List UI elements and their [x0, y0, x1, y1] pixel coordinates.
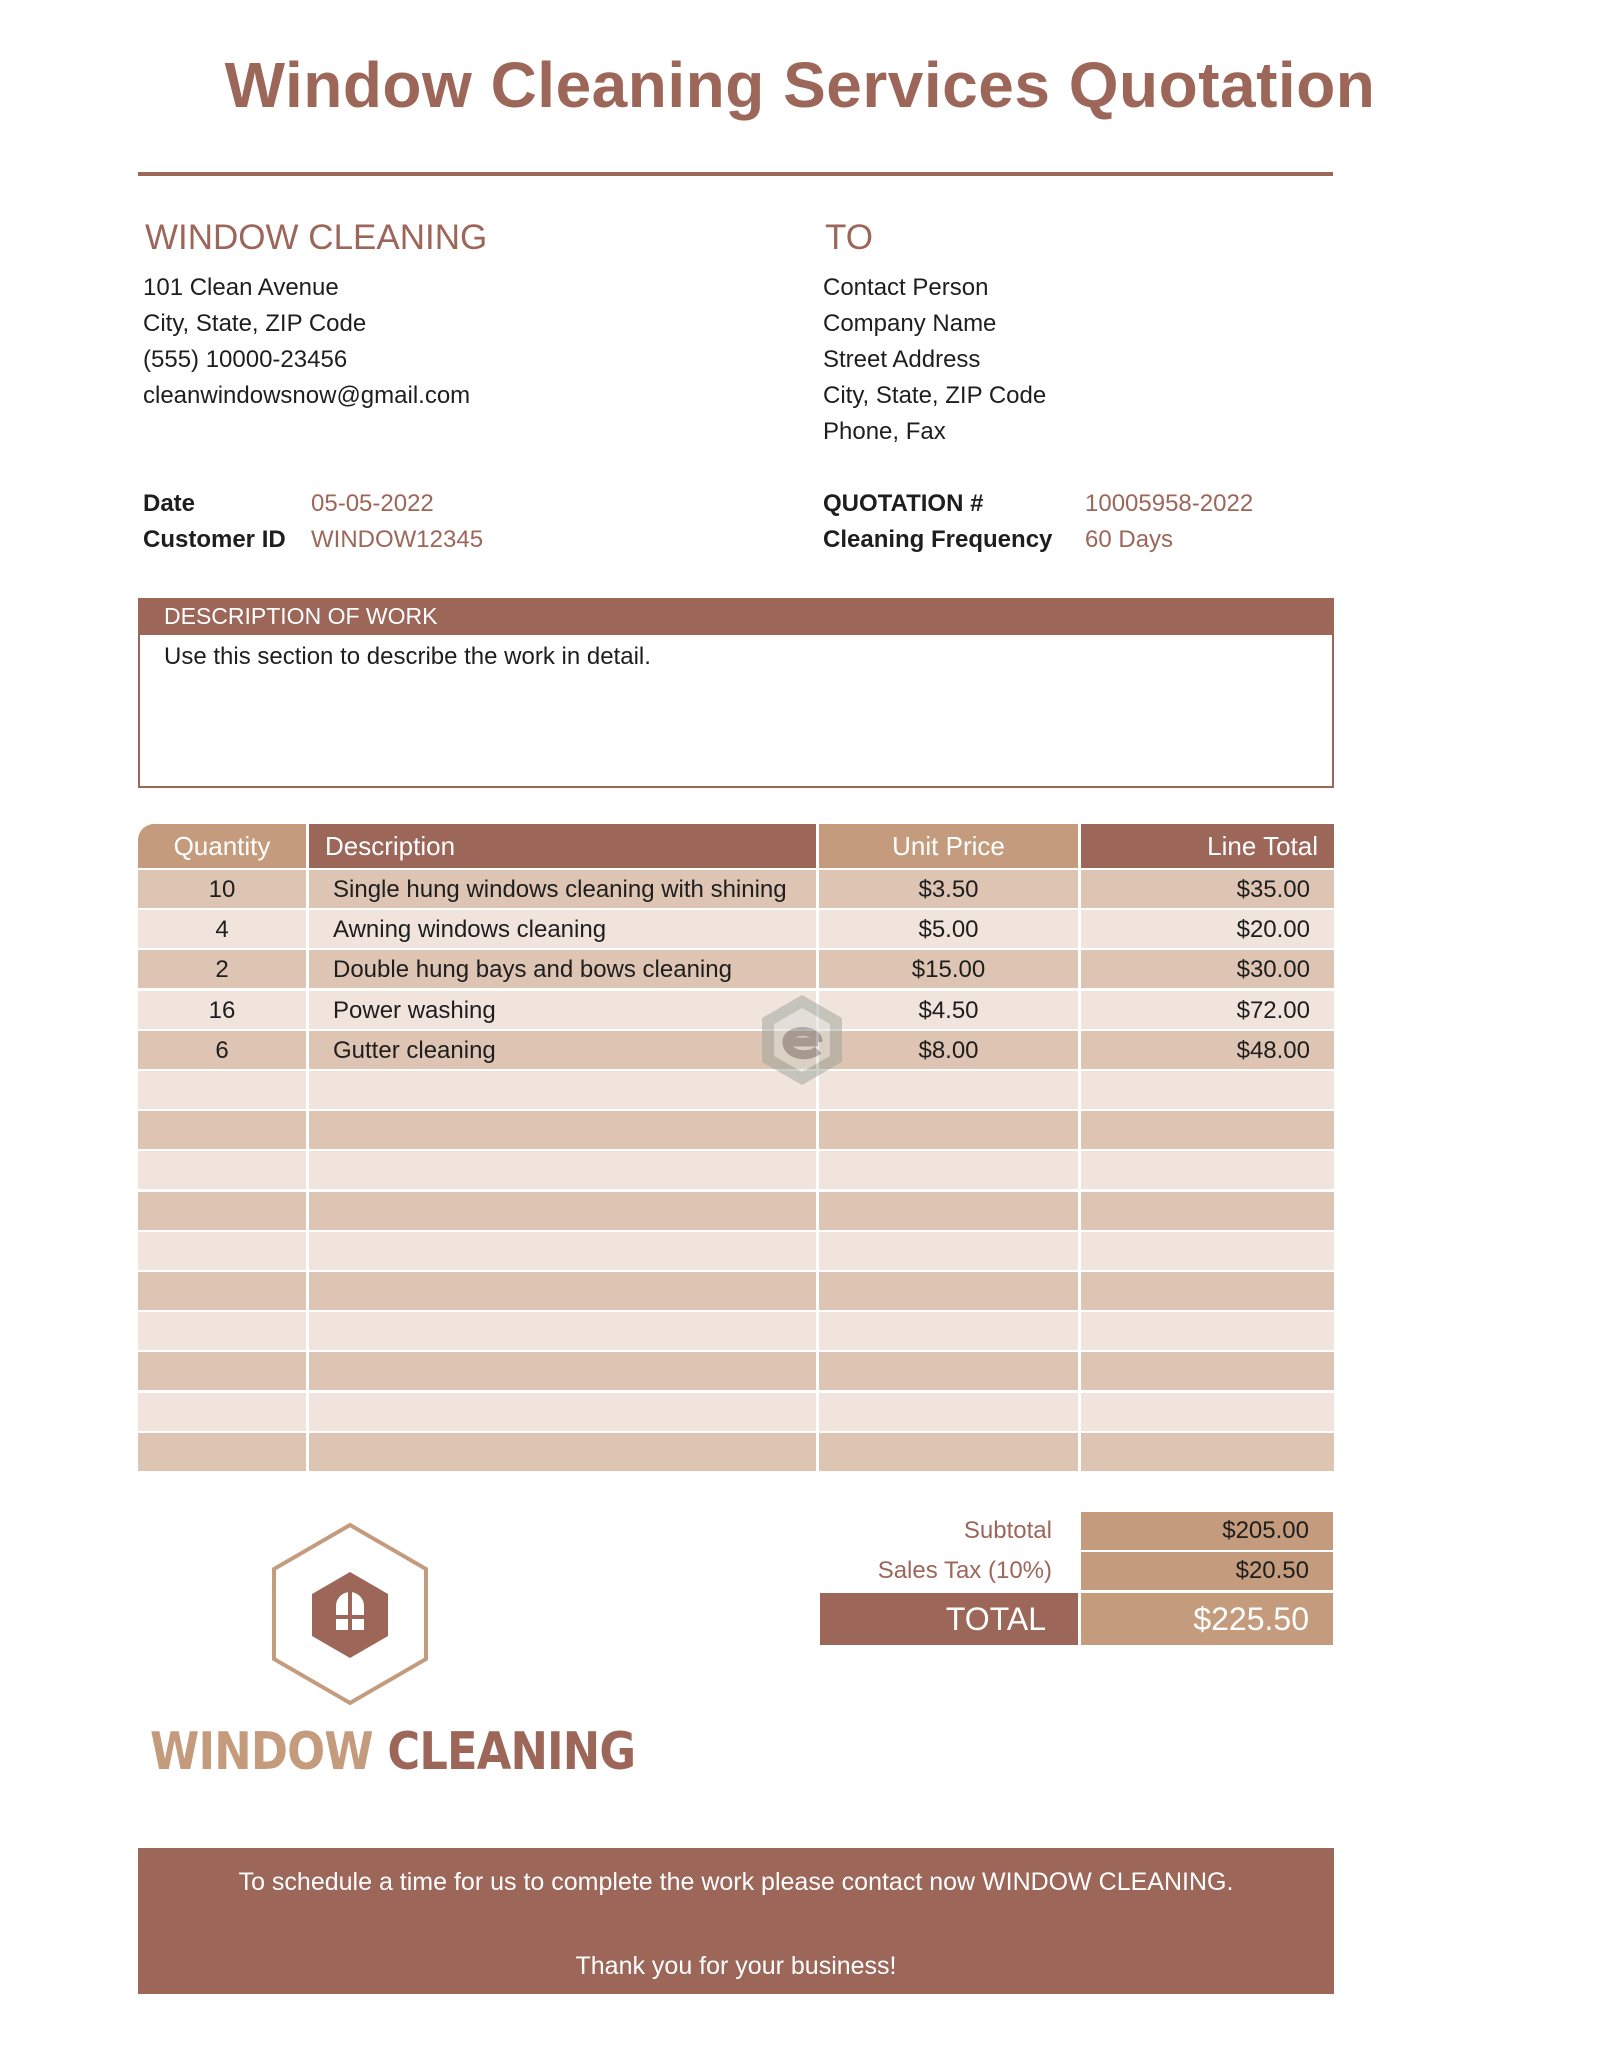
table-row	[138, 1352, 1334, 1392]
quantity-cell	[138, 1393, 306, 1431]
table-row	[138, 1151, 1334, 1191]
title-divider	[138, 172, 1333, 176]
header-quantity: Quantity	[138, 824, 306, 868]
line-total-cell	[1081, 1272, 1334, 1310]
quantity-cell	[138, 1352, 306, 1390]
phone-line: (555) 10000-23456	[143, 346, 348, 373]
unit-price-cell	[819, 1272, 1078, 1310]
quantity-cell	[138, 1272, 306, 1310]
customer-id-value: WINDOW12345	[311, 526, 484, 553]
description-cell	[309, 1312, 816, 1350]
table-row	[138, 1192, 1334, 1232]
recipient-line: Phone, Fax	[823, 418, 946, 445]
date-label: Date	[143, 490, 196, 517]
quantity-cell: 6	[138, 1031, 306, 1069]
description-cell	[309, 1393, 816, 1431]
line-total-cell	[1081, 1232, 1334, 1270]
quantity-cell	[138, 1151, 306, 1189]
line-total-cell	[1081, 1393, 1334, 1431]
line-total-cell	[1081, 1071, 1334, 1109]
recipient-line: Contact Person	[823, 274, 989, 301]
description-cell: Awning windows cleaning	[309, 910, 816, 948]
description-cell: Power washing	[309, 991, 816, 1029]
table-row	[138, 950, 1334, 990]
description-cell	[309, 1232, 816, 1270]
line-total-cell	[1081, 1352, 1334, 1390]
table-row	[138, 1312, 1334, 1352]
subtotal-value: $205.00	[1081, 1512, 1333, 1550]
quantity-cell: 2	[138, 950, 306, 988]
unit-price-cell: $3.50	[819, 870, 1078, 908]
line-total-cell: $35.00	[1081, 870, 1334, 908]
unit-price-cell	[819, 1071, 1078, 1109]
line-total-cell	[1081, 1151, 1334, 1189]
watermark-logo-icon	[752, 990, 852, 1090]
table-row	[138, 1232, 1334, 1272]
description-cell	[309, 1151, 816, 1189]
line-total-cell: $48.00	[1081, 1031, 1334, 1069]
description-cell	[309, 1352, 816, 1390]
description-cell	[309, 1192, 816, 1230]
description-cell: Gutter cleaning	[309, 1031, 816, 1069]
unit-price-cell	[819, 1232, 1078, 1270]
line-total-cell	[1081, 1433, 1334, 1471]
quotation-number-value: 10005958-2022	[1085, 490, 1254, 517]
line-total-cell: $30.00	[1081, 950, 1334, 988]
unit-price-cell: $5.00	[819, 910, 1078, 948]
address-line: 101 Clean Avenue	[143, 274, 339, 301]
quantity-cell: 4	[138, 910, 306, 948]
unit-price-cell	[819, 1111, 1078, 1149]
email-line: cleanwindowsnow@gmail.com	[143, 382, 471, 409]
quantity-cell	[138, 1232, 306, 1270]
line-total-cell	[1081, 1312, 1334, 1350]
customer-id-label: Customer ID	[143, 526, 286, 553]
to-heading: TO	[825, 218, 873, 257]
table-row	[138, 1433, 1334, 1473]
line-total-cell	[1081, 1192, 1334, 1230]
quantity-cell: 16	[138, 991, 306, 1029]
description-cell: Single hung windows cleaning with shining	[309, 870, 816, 908]
recipient-line: Street Address	[823, 346, 981, 373]
table-row	[138, 870, 1334, 910]
quotation-number-label: QUOTATION #	[823, 490, 984, 517]
company-address	[143, 270, 470, 414]
quantity-cell: 10	[138, 870, 306, 908]
address-line: City, State, ZIP Code	[143, 310, 367, 337]
sales-tax-value: $20.50	[1081, 1552, 1333, 1590]
unit-price-cell	[819, 1192, 1078, 1230]
logo-wordmark	[150, 1722, 635, 1782]
quantity-cell	[138, 1071, 306, 1109]
footer-banner	[138, 1848, 1334, 1994]
sales-tax-label: Sales Tax (10%)	[877, 1557, 1052, 1584]
total-value: $225.50	[1081, 1593, 1333, 1645]
cleaning-frequency-value: 60 Days	[1085, 526, 1174, 553]
unit-price-cell	[819, 1352, 1078, 1390]
recipient-line: City, State, ZIP Code	[823, 382, 1047, 409]
logo-word-window: WINDOW	[150, 1722, 373, 1782]
description-cell	[309, 1111, 816, 1149]
table-row	[138, 1272, 1334, 1312]
line-total-cell: $72.00	[1081, 991, 1334, 1029]
description-cell	[309, 1433, 816, 1471]
table-row	[138, 991, 1334, 1031]
header-line-total: Line Total	[1081, 824, 1334, 868]
description-box[interactable]: Use this section to describe the work in detail.	[138, 635, 1334, 788]
recipient-address	[823, 270, 1046, 450]
line-total-cell: $20.00	[1081, 910, 1334, 948]
header-description: Description	[309, 824, 816, 868]
header-unit-price: Unit Price	[819, 824, 1078, 868]
description-cell: Double hung bays and bows cleaning	[309, 950, 816, 988]
table-row	[138, 910, 1334, 950]
description-cell	[309, 1071, 816, 1109]
total-label: TOTAL	[820, 1593, 1078, 1645]
line-total-cell	[1081, 1111, 1334, 1149]
quantity-cell	[138, 1111, 306, 1149]
unit-price-cell: $8.00	[819, 1031, 1078, 1069]
footer-thanks-text: Thank you for your business!	[575, 1952, 897, 1980]
footer-contact-text: To schedule a time for us to complete the work please contact now WINDOW CLEANING.	[238, 1868, 1234, 1896]
company-heading: WINDOW CLEANING	[145, 218, 488, 257]
date-value: 05-05-2022	[311, 490, 434, 517]
unit-price-cell	[819, 1393, 1078, 1431]
page-title: Window Cleaning Services Quotation	[224, 49, 1376, 121]
unit-price-cell: $4.50	[819, 991, 1078, 1029]
table-row	[138, 1393, 1334, 1433]
table-row	[138, 1071, 1334, 1111]
cleaning-frequency-label: Cleaning Frequency	[823, 526, 1053, 553]
quantity-cell	[138, 1433, 306, 1471]
unit-price-cell	[819, 1433, 1078, 1471]
quantity-cell	[138, 1312, 306, 1350]
table-row	[138, 1031, 1334, 1071]
recipient-line: Company Name	[823, 310, 997, 337]
house-window-icon	[270, 1522, 430, 1706]
logo-word-cleaning: CLEANING	[387, 1722, 636, 1782]
unit-price-cell: $15.00	[819, 950, 1078, 988]
table-row	[138, 1111, 1334, 1151]
unit-price-cell	[819, 1151, 1078, 1189]
quantity-cell	[138, 1192, 306, 1230]
subtotal-label: Subtotal	[963, 1517, 1052, 1544]
unit-price-cell	[819, 1312, 1078, 1350]
description-cell	[309, 1272, 816, 1310]
description-heading: DESCRIPTION OF WORK	[138, 598, 1334, 635]
